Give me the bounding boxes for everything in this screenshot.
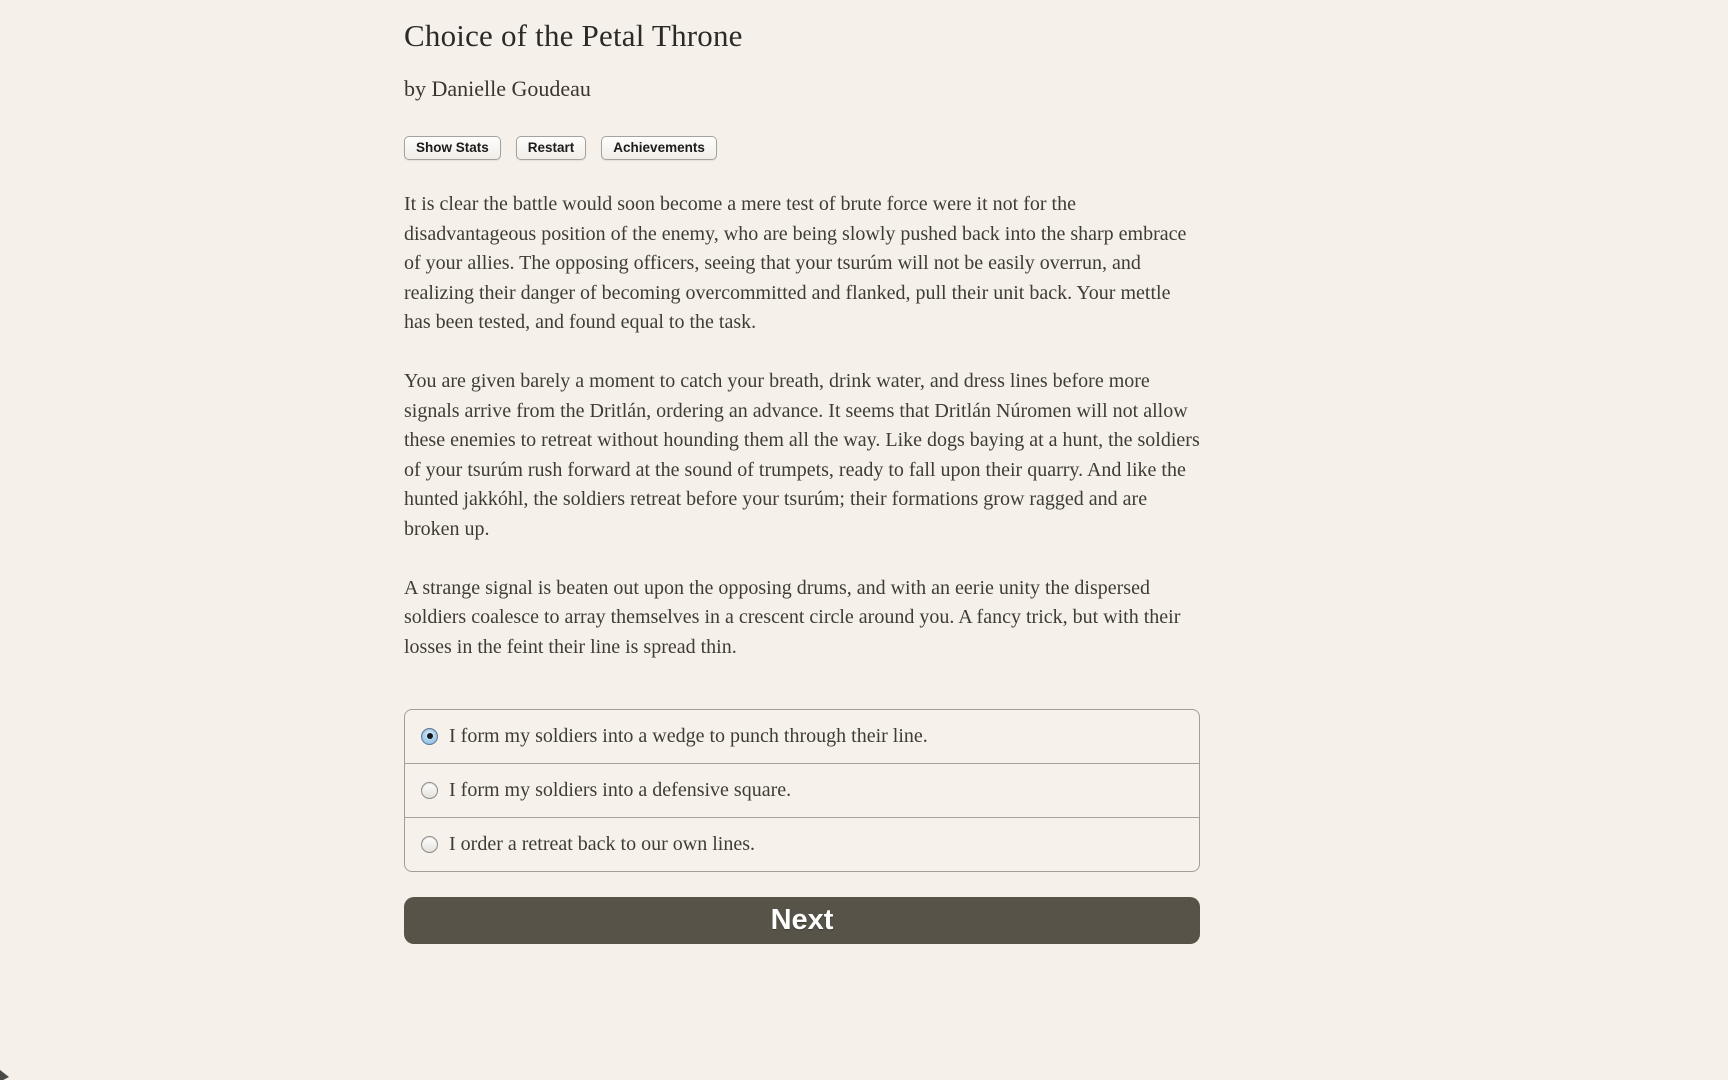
choice-label: I form my soldiers into a defensive square. xyxy=(449,779,792,802)
choice-option[interactable] xyxy=(405,763,1199,817)
story-paragraph: It is clear the battle would soon become a mere test of brute force were it not for the disadvantageous position of the enemy, who are being slowly pushed back into the sharp embrace of your allies. The opposing officers, seeing that your tsurúm will not be easily overrun, and realizing their danger of becoming overcommitted and flanked, pull their unit back. Your mettle has been tested, and found equal to the task. xyxy=(404,193,1187,334)
choices-list xyxy=(404,709,1200,872)
show-stats-button[interactable]: Show Stats xyxy=(404,136,501,160)
achievements-button[interactable]: Achievements xyxy=(601,136,717,160)
radio-icon[interactable] xyxy=(421,782,438,799)
story-text xyxy=(404,190,1200,662)
restart-button[interactable]: Restart xyxy=(516,136,587,160)
choice-label: I order a retreat back to our own lines. xyxy=(449,833,755,856)
cursor-artifact xyxy=(0,1070,9,1080)
next-button[interactable]: Next xyxy=(404,897,1200,944)
page-title: Choice of the Petal Throne xyxy=(404,18,743,53)
choice-label: I form my soldiers into a wedge to punch through their line. xyxy=(449,725,928,748)
radio-selected-icon[interactable] xyxy=(421,728,438,745)
radio-icon[interactable] xyxy=(421,836,438,853)
toolbar xyxy=(404,136,1200,160)
story-paragraph: You are given barely a moment to catch your breath, drink water, and dress lines before more signals arrive from the Dritlán, ordering an advance. It seems that Dritlán Núromen will not allow these enemies to retreat without hounding them all the way. Like dogs baying at a hunt, the soldiers of your tsurúm rush forward at the sound of trumpets, ready to fall upon their quarry. And like the hunted jakkóhl, the soldiers retreat before your tsurúm; their formations grow ragged and are broken up. xyxy=(404,369,1200,540)
byline: by Danielle Goudeau xyxy=(404,76,591,101)
story-page xyxy=(404,0,1200,944)
choice-option[interactable] xyxy=(405,817,1199,871)
story-paragraph: A strange signal is beaten out upon the opposing drums, and with an eerie unity the dispersed soldiers coalesce to array themselves in a crescent circle around you. A fancy trick, but with their losses in the feint their line is spread thin. xyxy=(404,576,1181,658)
choice-option[interactable] xyxy=(405,710,1199,763)
